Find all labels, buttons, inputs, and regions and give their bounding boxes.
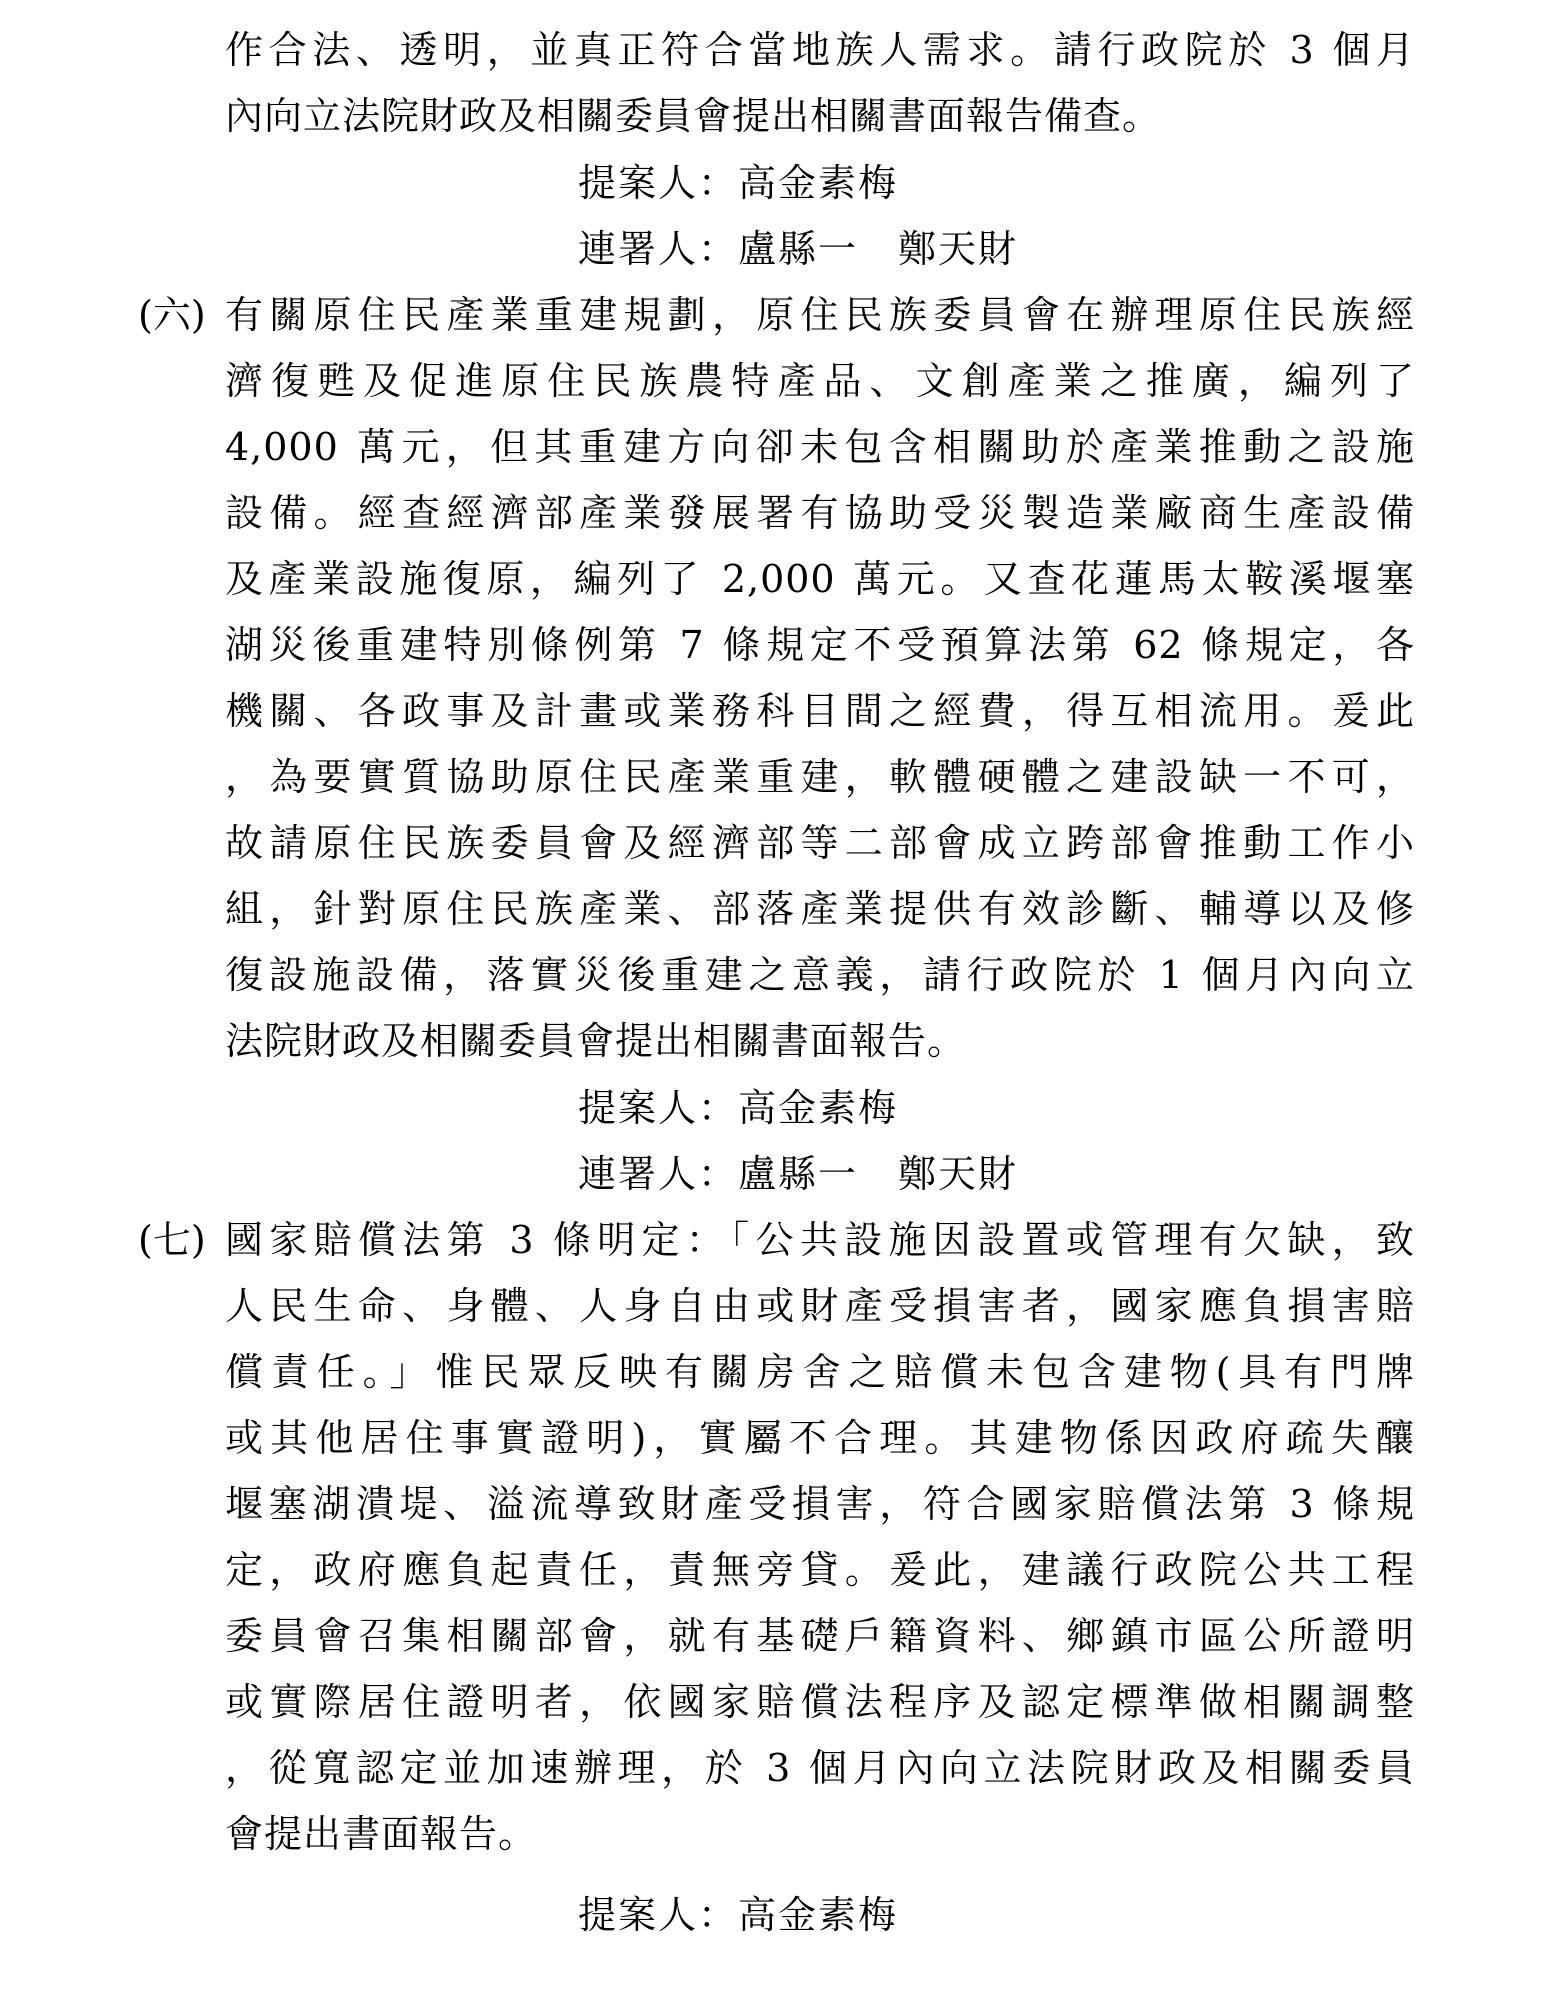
item-6-line: 濟復甦及促進原住民族農特產品、文創產業之推廣，編列了 xyxy=(225,359,1415,403)
item-7-line: 人民生命、身體、人身自由或財產受損害者，國家應負損害賠 xyxy=(225,1284,1415,1328)
item-7-line: 委員會召集相關部會，就有基礎戶籍資料、鄉鎮市區公所證明 xyxy=(225,1614,1415,1658)
item-7-line: 國家賠償法第 3 條明定：「公共設施因設置或管理有欠缺，致 xyxy=(225,1218,1415,1262)
proposer-line: 提案人：高金素梅 xyxy=(578,1086,899,1130)
item-7-line: ，從寬認定並加速辦理，於 3 個月內向立法院財政及相關委員 xyxy=(225,1746,1415,1790)
cosigners-line: 連署人：盧縣一 鄭天財 xyxy=(578,227,1019,271)
para-top-line: 內向立法院財政及相關委員會提出相關書面報告備查。 xyxy=(225,94,1162,138)
item-7-line: 會提出書面報告。 xyxy=(225,1812,538,1856)
para-top-line: 作合法、透明，並真正符合當地族人需求。請行政院於 3 個月 xyxy=(225,28,1415,72)
item-7-line: 定，政府應負起責任，責無旁貸。爰此，建議行政院公共工程 xyxy=(225,1548,1415,1592)
item-6-line: 組，針對原住民族產業、部落產業提供有效診斷、輔導以及修 xyxy=(225,887,1415,931)
item-7-line: 堰塞湖潰堤、溢流導致財產受損害，符合國家賠償法第 3 條規 xyxy=(225,1482,1415,1526)
item-7-line: 或實際居住證明者，依國家賠償法程序及認定標準做相關調整 xyxy=(225,1680,1415,1724)
item-7-line: 或其他居住事實證明)，實屬不合理。其建物係因政府疏失釀 xyxy=(225,1416,1415,1460)
cosigners-line: 連署人：盧縣一 鄭天財 xyxy=(578,1152,1019,1196)
item-6-line: 設備。經查經濟部產業發展署有協助受災製造業廠商生產設備 xyxy=(225,491,1415,535)
proposer-line: 提案人：高金素梅 xyxy=(578,161,899,205)
item-6-line: 湖災後重建特別條例第 7 條規定不受預算法第 62 條規定，各 xyxy=(225,623,1415,667)
item-6-line: 4,000 萬元，但其重建方向卻未包含相關助於產業推動之設施 xyxy=(225,425,1415,469)
item-6-line: 故請原住民族委員會及經濟部等二部會成立跨部會推動工作小 xyxy=(225,821,1415,865)
item-6-line: 機關、各政事及計畫或業務科目間之經費，得互相流用。爰此 xyxy=(225,689,1415,733)
item-7-line: 償責任。」惟民眾反映有關房舍之賠償未包含建物(具有門牌 xyxy=(225,1350,1415,1394)
item-7-label: (七) xyxy=(138,1218,206,1262)
proposer-line: 提案人：高金素梅 xyxy=(578,1893,899,1937)
item-6-line: 及產業設施復原，編列了 2,000 萬元。又查花蓮馬太鞍溪堰塞 xyxy=(225,557,1415,601)
item-6-line: 法院財政及相關委員會提出相關書面報告。 xyxy=(225,1019,967,1063)
item-6-line: 有關原住民產業重建規劃，原住民族委員會在辦理原住民族經 xyxy=(225,293,1415,337)
item-6-line: 復設施設備，落實災後重建之意義，請行政院於 1 個月內向立 xyxy=(225,953,1415,997)
item-6-line: ，為要實質協助原住民產業重建，軟體硬體之建設缺一不可， xyxy=(225,755,1415,799)
item-6-label: (六) xyxy=(138,293,206,337)
